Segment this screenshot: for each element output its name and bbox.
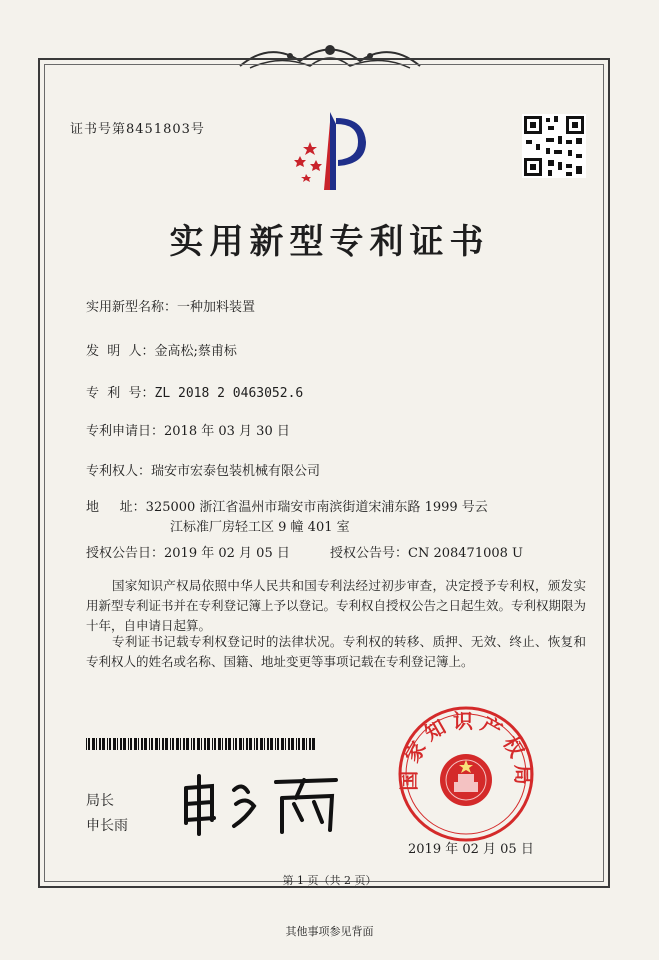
paragraph-grant: 国家知识产权局依照中华人民共和国专利法经过初步审查，决定授予专利权，颁发实用新型专利证书并在专利登记簿上予以登记。专利权自授权公告之日起生效。专利权期限为十年，自申请日起算。 [86,578,587,633]
paragraph-legal-status: 专利证书记载专利权登记时的法律状况。专利权的转移、质押、无效、终止、恢复和专利权人的姓名或名称、国籍、地址变更等事项记载在专利登记簿上。 [86,634,586,669]
back-note: 其他事项参见背面 [285,925,374,938]
grant-date-value: 2019 年 02 月 05 日 [164,546,290,561]
page-title: 实用新型专利证书 [169,222,490,262]
address-line-1: 325000 浙江省温州市瑞安市南滨街道宋浦东路 1999 号云 [145,500,488,515]
patent-number-value: ZL 2018 2 0463052.6 [154,386,304,401]
grant-date-row [86,542,290,561]
utility-name-row [86,296,255,315]
patentee-row [86,460,320,479]
grant-number-row [330,542,523,561]
qr-code-icon [522,114,586,178]
official-seal-icon [396,704,536,844]
inventor-row [86,340,237,359]
patent-number-label: 专 利 号： [86,386,155,401]
chief-role: 局长 [86,793,114,809]
chief-name: 申长雨 [86,818,128,834]
barcode-icon [86,738,316,750]
patentee-value: 瑞安市宏泰包装机械有限公司 [151,464,321,479]
filing-date-value: 2018 年 03 月 30 日 [164,424,290,439]
seal-text: 国家知识产权局 [396,709,536,791]
seal-date: 2019 年 02 月 05 日 [408,842,534,857]
inventor-label: 发 明 人： [86,344,155,359]
certificate-number: 证书号第8451803号 [70,122,205,137]
grant-number-value: CN 208471008 U [408,546,523,561]
grant-number-label: 授权公告号： [330,546,409,561]
patentee-label: 专利权人： [86,464,152,479]
cnipa-logo-icon [286,102,382,198]
inventor-value: 金高松;蔡甫标 [154,344,237,359]
signature-icon [176,768,346,838]
filing-date-row [86,420,290,439]
utility-name-label: 实用新型名称： [86,300,178,315]
filing-date-label: 专利申请日： [86,424,165,439]
utility-name-value: 一种加料装置 [177,300,256,315]
page-number: 第 1 页（共 2 页） [282,874,377,887]
grant-date-label: 授权公告日： [86,546,165,561]
address-row [86,496,488,515]
patent-number-row [86,382,303,401]
address-label: 地 址： [86,500,146,515]
address-line-2: 江标准厂房轻工区 9 幢 401 室 [170,520,350,535]
